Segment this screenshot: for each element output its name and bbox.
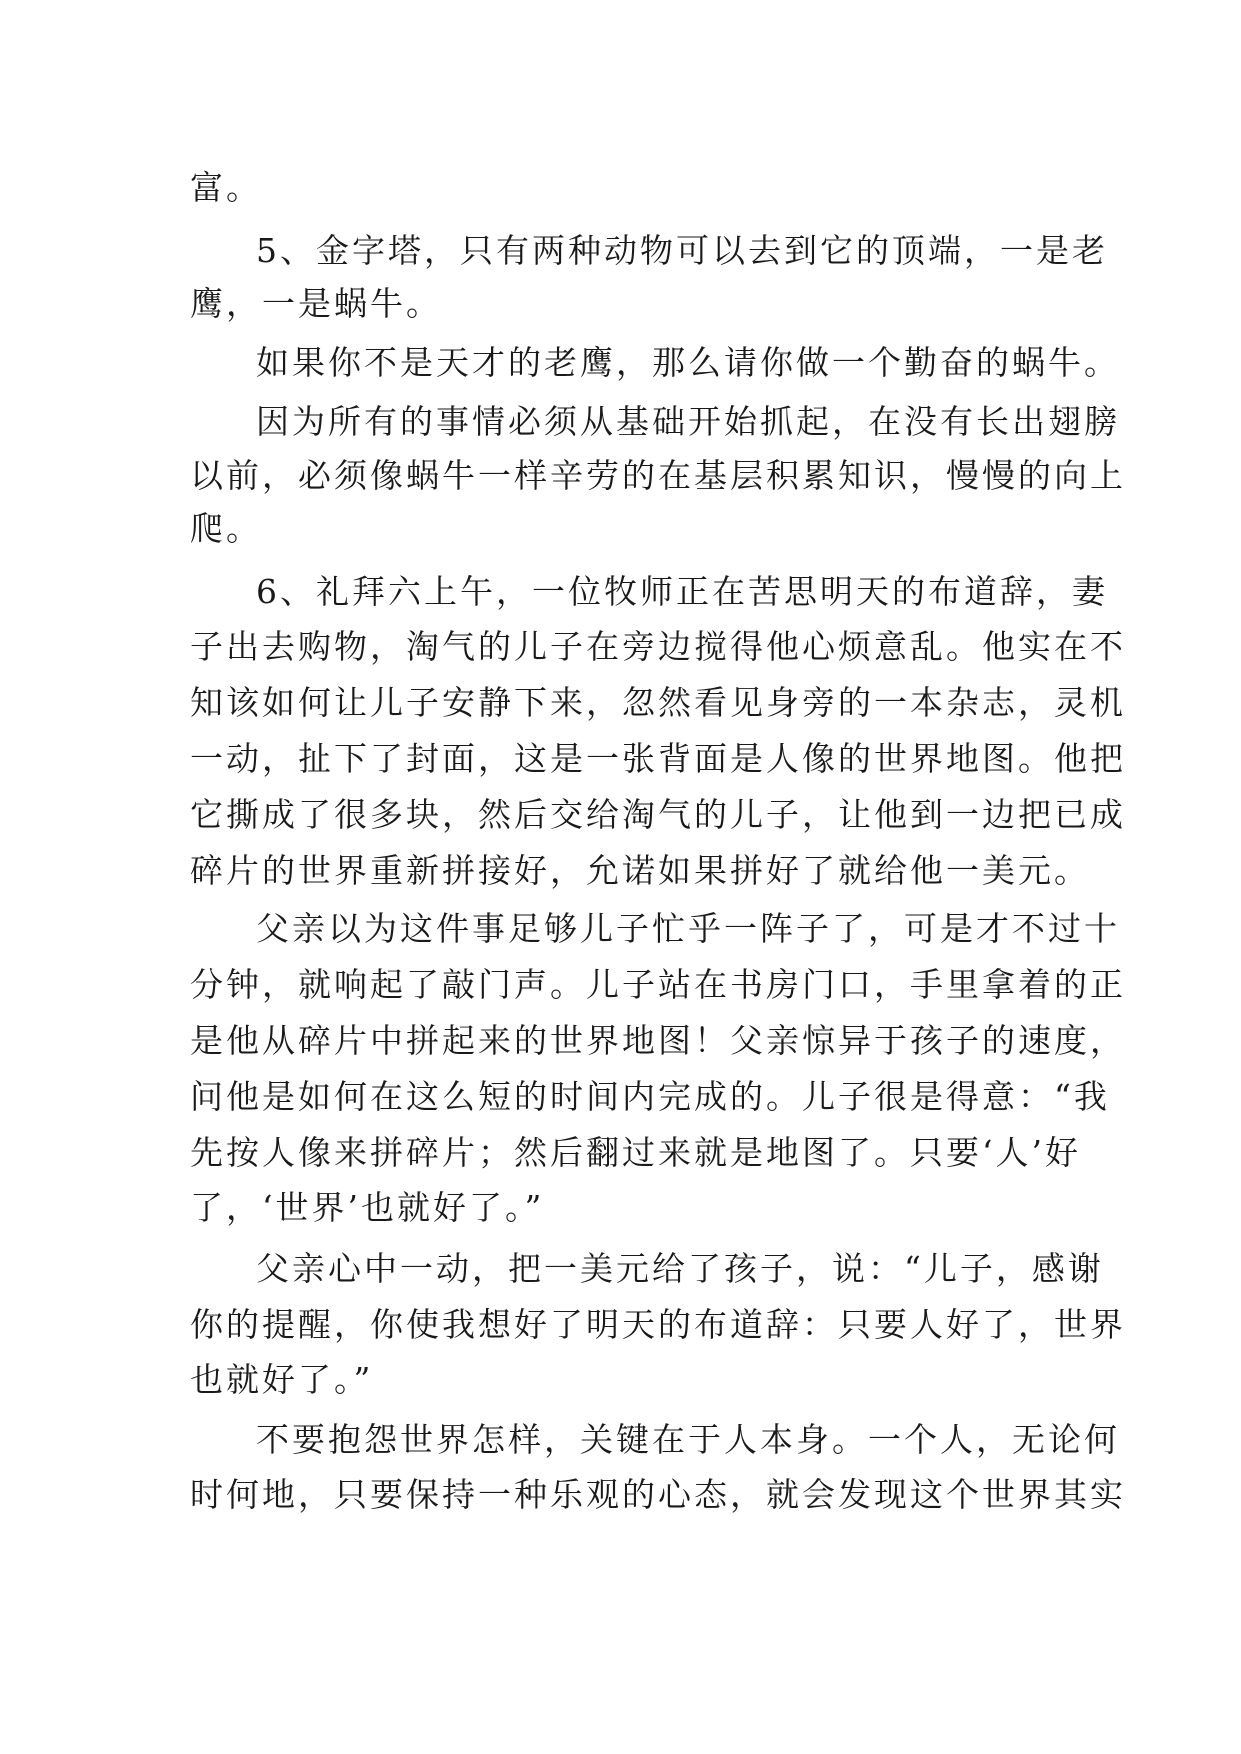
text-line: 一动，扯下了封面，这是一张背面是人像的世界地图。他把 [190,739,1126,778]
text-line: 5、金字塔，只有两种动物可以去到它的顶端，一是老 [256,231,1108,270]
text-line: 分钟，就响起了敲门声。儿子站在书房门口，手里拿着的正 [190,965,1126,1004]
text-line: 你的提醒，你使我想好了明天的布道辞：只要人好了，世界 [190,1305,1126,1344]
text-line: 爬。 [190,509,262,548]
text-line: 鹰，一是蜗牛。 [190,284,442,323]
text-line: 也就好了。” [190,1360,374,1399]
text-line: 它撕成了很多块，然后交给淘气的儿子，让他到一边把已成 [190,795,1126,834]
text-line: 富。 [190,168,262,207]
text-line: 问他是如何在这么短的时间内完成的。儿子很是得意：“我 [190,1077,1110,1116]
text-line: 碎片的世界重新拼接好，允诺如果拼好了就给他一美元。 [190,851,1090,890]
text-line: 父亲心中一动，把一美元给了孩子，说：“儿子，感谢 [256,1249,1104,1288]
text-line: 先按人像来拼碎片；然后翻过来就是地图了。只要‘人’好 [190,1133,1081,1172]
text-line: 了，‘世界’也就好了。” [190,1188,545,1227]
text-line: 如果你不是天才的老鹰，那么请你做一个勤奋的蜗牛。 [256,343,1120,382]
text-line: 父亲以为这件事足够儿子忙乎一阵子了，可是才不过十 [256,909,1120,948]
text-line: 子出去购物，淘气的儿子在旁边搅得他心烦意乱。他实在不 [190,627,1126,666]
text-line: 时何地，只要保持一种乐观的心态，就会发现这个世界其实 [190,1475,1126,1514]
text-line: 不要抱怨世界怎样，关键在于人本身。一个人，无论何 [256,1420,1120,1459]
text-line: 知该如何让儿子安静下来，忽然看见身旁的一本杂志，灵机 [190,683,1126,722]
text-line: 是他从碎片中拼起来的世界地图！父亲惊异于孩子的速度， [190,1021,1126,1060]
text-line: 因为所有的事情必须从基础开始抓起，在没有长出翅膀 [256,402,1120,441]
text-line: 6、礼拜六上午，一位牧师正在苦思明天的布道辞，妻 [256,572,1108,611]
text-line: 以前，必须像蜗牛一样辛劳的在基层积累知识，慢慢的向上 [190,456,1126,495]
